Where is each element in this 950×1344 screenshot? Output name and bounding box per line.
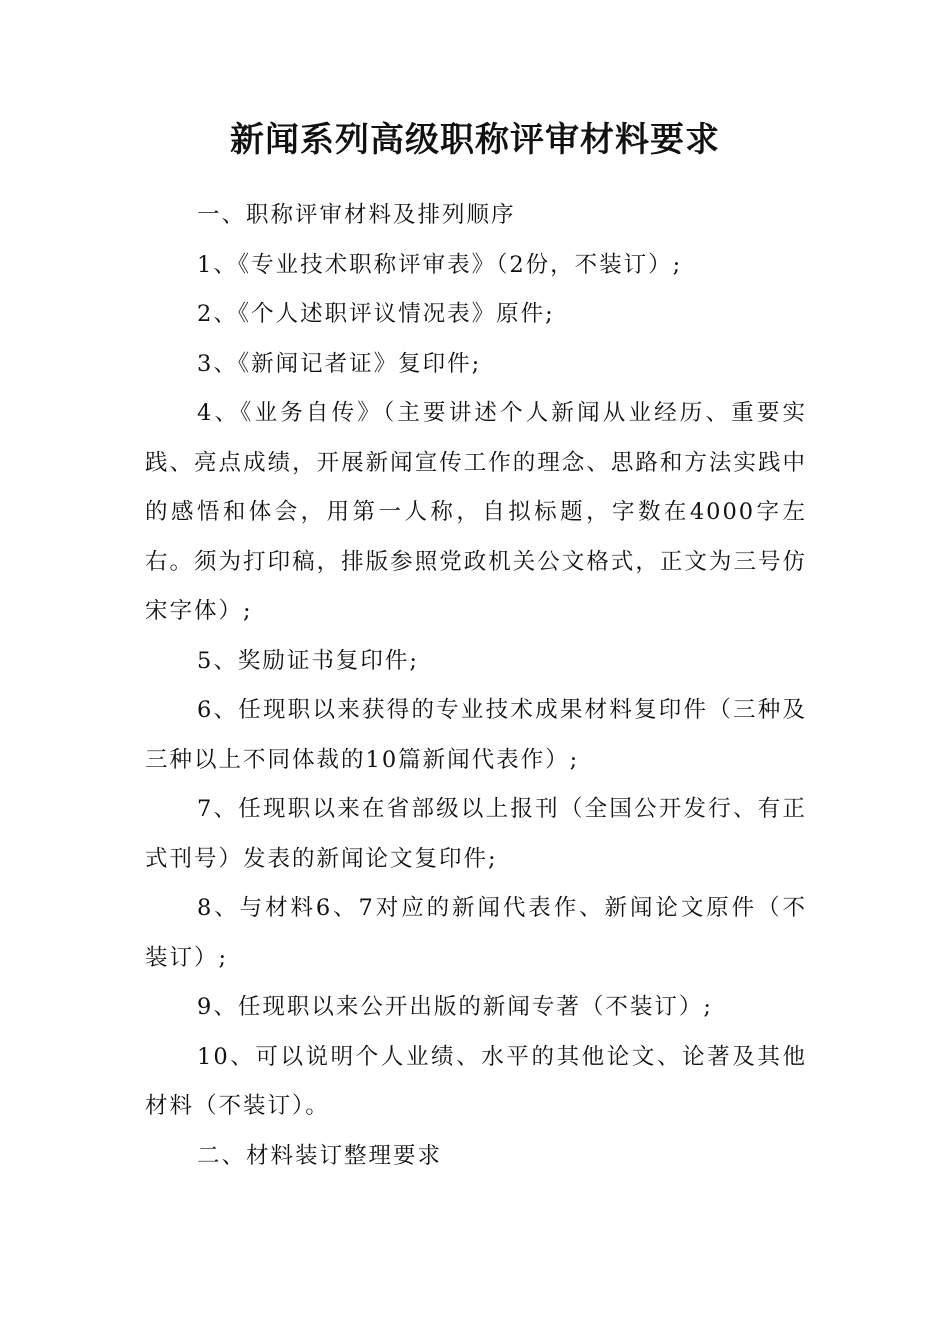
list-item-3: 3、《新闻记者证》复印件; bbox=[197, 350, 482, 377]
list-item-2: 2、《个人述职评议情况表》原件; bbox=[197, 301, 555, 327]
list-item-10: 10、可以说明个人业绩、水平的其他论文、论著及其他材料（不装订）。 bbox=[145, 1043, 807, 1119]
list-item-5: 5、奖励证书复印件; bbox=[197, 647, 419, 674]
list-item-6: 6、任现职以来获得的专业技术成果材料复印件（三种及三种以上不同体裁的10篇新闻代表作）; bbox=[145, 697, 807, 773]
section-heading-materials-order: 一、职称评审材料及排列顺序 bbox=[197, 202, 516, 228]
document-body bbox=[145, 191, 807, 1181]
list-item-4: 4、《业务自传》（主要讲述个人新闻从业经历、重要实践、亮点成绩，开展新闻宣传工作的理念、思路和方法实践中的感悟和体会，用第一人称，自拟标题，字数在4000字左右。须为打印稿，排版参照党政机关公文格式，正文为三号仿宋字体）; bbox=[145, 400, 807, 624]
document-title: 新闻系列高级职称评审材料要求 bbox=[230, 120, 720, 160]
list-item-9: 9、任现职以来公开出版的新闻专著（不装订）; bbox=[197, 994, 713, 1020]
list-item-7: 7、任现职以来在省部级以上报刊（全国公开发行、有正式刊号）发表的新闻论文复印件; bbox=[145, 796, 807, 872]
list-item-8: 8、与材料6、7对应的新闻代表作、新闻论文原件（不装订）; bbox=[145, 895, 807, 971]
section-heading-binding-requirements: 二、材料装订整理要求 bbox=[197, 1142, 443, 1169]
list-item-1: 1、《专业技术职称评审表》（2份，不装订）; bbox=[197, 251, 683, 278]
